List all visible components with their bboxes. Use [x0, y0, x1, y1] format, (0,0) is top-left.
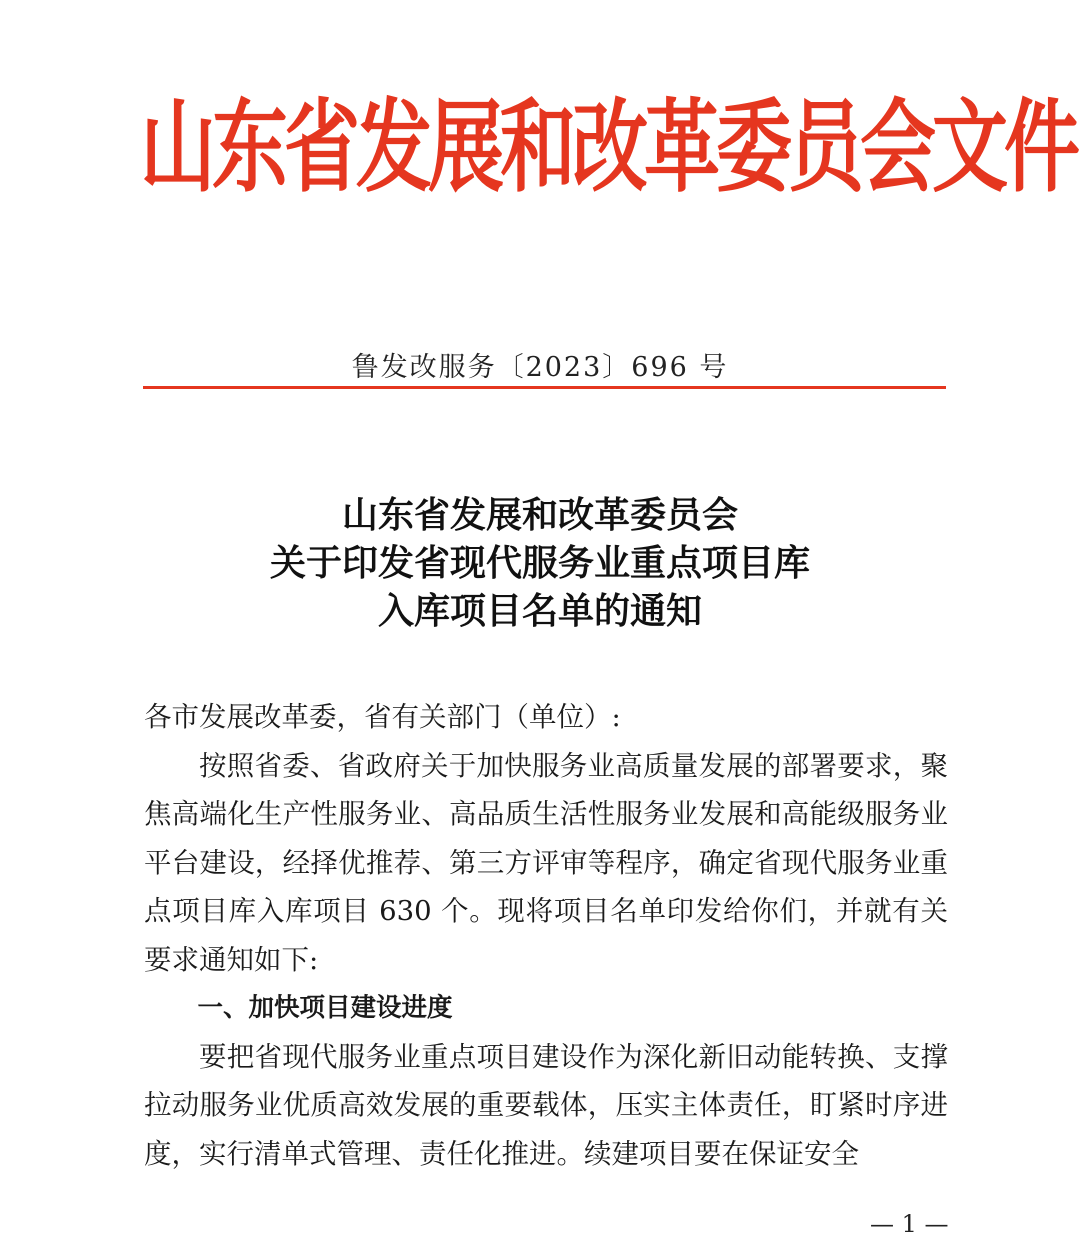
title-line-3: 入库项目名单的通知	[377, 591, 702, 632]
paragraph-2: 要把省现代服务业重点项目建设作为深化新旧动能转换、支撑拉动服务业优质高效发展的重要载体，压实主体责任，盯紧时序进度，实行清单式管理、责任化推进。续建项目要在保证安全	[144, 1040, 948, 1170]
salutation: 各市发展改革委，省有关部门（单位）:	[144, 701, 621, 733]
issuer-header-title: 山东省发展和改革委员会文件	[140, 88, 1076, 206]
title-line-2: 关于印发省现代服务业重点项目库	[269, 543, 810, 584]
paragraph-1: 按照省委、省政府关于加快服务业高质量发展的部署要求，聚焦高端化生产性服务业、高品质生活性服务业发展和高能级服务业平台建设，经择优推荐、第三方评审等程序，确定省现代服务业重点项目库入库项目 630 个。现将项目名单印发给你们，并就有关要求通知如下:	[144, 749, 948, 976]
page-number: — 1 —	[870, 1210, 949, 1238]
title-line-1: 山东省发展和改革委员会	[341, 495, 738, 536]
section-heading-1: 一、加快项目建设进度	[197, 993, 453, 1023]
red-divider-line	[143, 386, 946, 389]
document-number: 鲁发改服务〔2023〕696 号	[351, 352, 729, 383]
document-body	[144, 693, 948, 1178]
document-title	[0, 492, 1080, 636]
